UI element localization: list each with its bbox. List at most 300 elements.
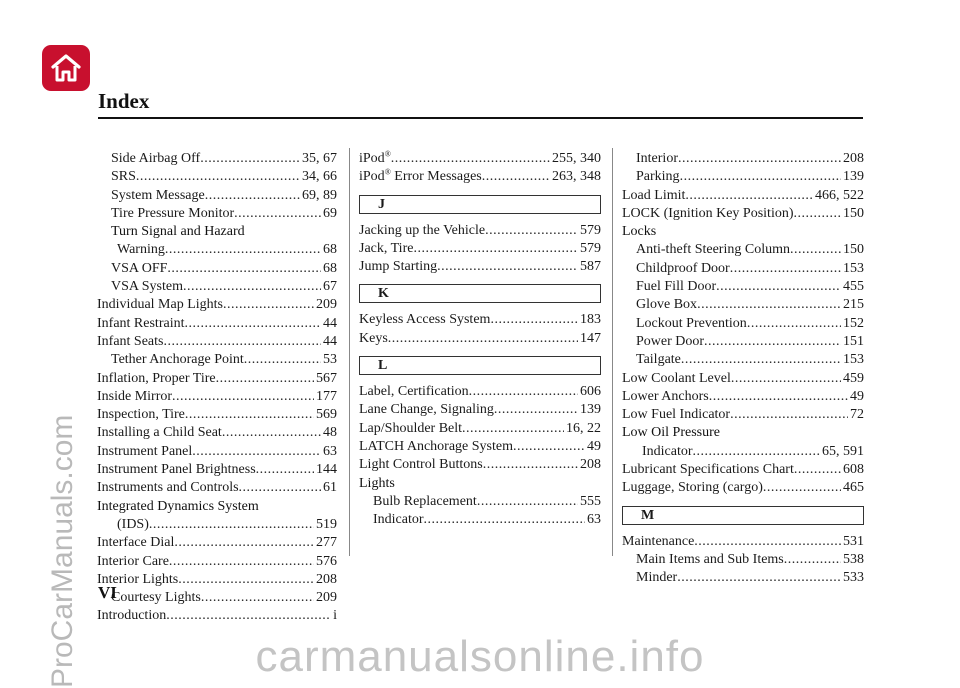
entry-term	[97, 406, 185, 424]
index-entry[interactable]	[97, 479, 337, 497]
dot-leader	[163, 333, 321, 351]
page-reference[interactable]: 208	[843, 151, 864, 166]
entry-term-text: Inflation, Proper Tire	[97, 370, 216, 386]
entry-term-text: Minder	[636, 570, 678, 586]
entry-term	[111, 589, 201, 607]
index-entry[interactable]	[622, 551, 864, 569]
entry-term	[111, 278, 183, 296]
dot-leader	[494, 401, 578, 419]
entry-term-text: Fuel Fill Door	[636, 279, 717, 295]
page-reference[interactable]: 455	[843, 279, 864, 295]
entry-term-text: Interior Lights	[97, 571, 179, 587]
index-letter-heading: L	[359, 356, 601, 375]
page-reference[interactable]: 67	[323, 279, 337, 295]
index-entry[interactable]	[359, 493, 601, 511]
page-reference[interactable]: 576	[316, 553, 337, 569]
dot-leader	[794, 205, 842, 223]
entry-term-text: Keyless Access System	[359, 312, 491, 328]
dot-leader	[178, 571, 314, 589]
dot-leader	[167, 260, 321, 278]
entry-term	[622, 425, 720, 440]
bottom-watermark: carmanualsonline.info	[255, 632, 705, 681]
entry-term	[636, 150, 678, 168]
dot-leader	[388, 330, 578, 348]
index-entry[interactable]	[97, 205, 337, 223]
dot-leader	[730, 406, 848, 424]
dot-leader	[223, 296, 314, 314]
index-entry[interactable]	[622, 223, 864, 241]
index-column-2	[359, 150, 601, 529]
index-entry[interactable]	[622, 241, 864, 259]
index-entry[interactable]	[97, 443, 337, 461]
entry-term-text: Tailgate	[636, 352, 681, 368]
entry-term	[359, 383, 469, 401]
entry-term-text: Glove Box	[636, 297, 698, 313]
entry-term	[117, 241, 165, 259]
entry-term-text: Integrated Dynamics System	[97, 498, 259, 514]
index-entry[interactable]	[359, 168, 601, 186]
page-reference[interactable]: 608	[843, 462, 864, 478]
page-reference[interactable]: 153	[843, 260, 864, 276]
dot-leader	[136, 168, 300, 186]
entry-term	[97, 296, 223, 314]
dot-leader	[174, 534, 314, 552]
index-entry[interactable]	[97, 168, 337, 186]
entry-term-text: Instrument Panel Brightness	[97, 462, 256, 478]
page-reference[interactable]: 152	[843, 315, 864, 331]
page-reference[interactable]: 150	[843, 242, 864, 258]
page-reference[interactable]: 63	[323, 443, 337, 459]
entry-term	[359, 311, 490, 329]
page-reference[interactable]: 147	[580, 330, 601, 346]
entry-term-text: Interior	[636, 151, 678, 166]
registered-mark: ®	[384, 149, 391, 159]
page-reference[interactable]: 531	[843, 533, 864, 549]
entry-term-text: Low Fuel Indicator	[622, 407, 731, 423]
entry-term-text: Interior Care	[97, 553, 169, 569]
dot-leader	[482, 168, 550, 186]
page-reference[interactable]: 466, 522	[815, 187, 864, 203]
page-reference[interactable]: 538	[843, 551, 864, 567]
entry-term-text: Low Oil Pressure	[622, 425, 720, 441]
entry-term-text: Warning	[117, 242, 165, 258]
page-reference[interactable]: 65, 591	[822, 443, 864, 459]
page-reference[interactable]: 465	[843, 480, 864, 496]
page-reference[interactable]: 579	[580, 240, 601, 256]
index-column-1	[97, 150, 337, 626]
page-reference[interactable]: 49	[587, 438, 601, 454]
page-reference[interactable]: 579	[580, 222, 601, 238]
index-entry[interactable]	[97, 498, 337, 516]
index-entry[interactable]	[622, 296, 864, 314]
index-entry[interactable]	[359, 258, 601, 276]
dot-leader	[483, 456, 578, 474]
dot-leader	[694, 533, 841, 551]
entry-term-text: Load Limit	[622, 187, 686, 203]
index-entry[interactable]	[622, 278, 864, 296]
entry-term-text: Indicator	[373, 512, 424, 528]
page-reference[interactable]: 63	[587, 512, 601, 528]
entry-term	[373, 511, 424, 529]
entry-term-text: Inside Mirror	[97, 388, 173, 404]
dot-leader	[678, 150, 841, 168]
entry-term	[636, 569, 677, 587]
entry-term-text: Courtesy Lights	[111, 590, 201, 606]
entry-term	[359, 456, 483, 474]
home-icon	[49, 52, 83, 84]
page-reference[interactable]: 183	[580, 312, 601, 328]
dot-leader	[172, 388, 314, 406]
entry-term-text: Lubricant Specifications Chart	[622, 462, 794, 478]
entry-term	[636, 333, 704, 351]
entry-term	[636, 315, 747, 333]
entry-term-text: Label, Certification	[359, 384, 469, 400]
entry-term	[642, 443, 693, 461]
index-entry[interactable]	[359, 475, 601, 493]
entry-term-text: Maintenance	[622, 533, 695, 549]
index-entry[interactable]	[622, 388, 864, 406]
dot-leader	[437, 258, 578, 276]
entry-term	[359, 222, 485, 240]
dot-leader	[216, 370, 314, 388]
index-entry[interactable]	[97, 424, 337, 442]
page-reference[interactable]: 177	[316, 388, 337, 404]
index-letter-heading: K	[359, 284, 601, 303]
index-entry[interactable]	[622, 569, 864, 587]
entry-term	[111, 224, 245, 239]
page-reference[interactable]: 209	[316, 590, 337, 606]
page-reference[interactable]: 567	[316, 370, 337, 386]
column-divider	[349, 148, 350, 556]
page-reference[interactable]: 150	[843, 205, 864, 221]
page-reference[interactable]: 277	[316, 535, 337, 551]
entry-term	[359, 438, 513, 456]
index-entry[interactable]	[97, 553, 337, 571]
index-letter-heading: J	[359, 195, 601, 214]
index-entry[interactable]	[359, 240, 601, 258]
index-entry[interactable]	[622, 315, 864, 333]
index-entry[interactable]	[622, 461, 864, 479]
entry-term-text: Luggage, Storing (cargo)	[622, 480, 763, 496]
dot-leader	[680, 168, 841, 186]
dot-leader	[149, 516, 314, 534]
dot-leader	[730, 260, 841, 278]
dot-leader	[704, 333, 841, 351]
entry-term-text: Indicator	[642, 443, 693, 459]
index-entry[interactable]	[97, 187, 337, 205]
dot-leader	[239, 479, 321, 497]
entry-term-text: iPod	[359, 169, 385, 185]
entry-term-text: Jump Starting	[359, 259, 438, 275]
page-identifier: VI	[98, 583, 117, 602]
index-entry[interactable]	[97, 370, 337, 388]
entry-term-text: Introduction	[97, 608, 167, 624]
index-entry[interactable]	[359, 383, 601, 401]
dot-leader	[192, 443, 321, 461]
entry-term-text: Tether Anchorage Point	[111, 352, 244, 368]
page-reference[interactable]: 69	[323, 205, 337, 221]
index-entry[interactable]	[97, 589, 337, 607]
page-reference[interactable]: 215	[843, 297, 864, 313]
index-entry[interactable]	[97, 571, 337, 589]
page-reference[interactable]: 68	[323, 242, 337, 258]
dot-leader	[794, 461, 841, 479]
index-entry[interactable]	[622, 333, 864, 351]
index-entry[interactable]	[97, 260, 337, 278]
page-reference[interactable]: 263, 348	[552, 169, 601, 185]
page-reference[interactable]: 53	[323, 352, 337, 368]
entry-term-text: Infant Seats	[97, 333, 164, 349]
entry-term	[111, 351, 244, 369]
index-entry[interactable]	[97, 315, 337, 333]
page-reference[interactable]: 35, 67	[302, 151, 337, 166]
entry-term-text: Individual Map Lights	[97, 297, 223, 313]
index-letter-heading: M	[622, 506, 864, 525]
entry-term	[622, 406, 730, 424]
dot-leader	[485, 222, 578, 240]
entry-term-text: Parking	[636, 169, 680, 185]
dot-leader	[244, 351, 321, 369]
dot-leader	[166, 607, 331, 625]
entry-term-text: Instrument Panel	[97, 443, 193, 459]
entry-term	[359, 330, 388, 348]
entry-term-text: iPod	[359, 151, 385, 166]
page-reference[interactable]: 49	[850, 388, 864, 404]
index-entry[interactable]	[97, 296, 337, 314]
page-reference[interactable]: 34, 66	[302, 169, 337, 185]
index-entry[interactable]	[622, 150, 864, 168]
index-entry[interactable]	[97, 278, 337, 296]
page-reference[interactable]: 72	[850, 407, 864, 423]
entry-term-text: Infant Restraint	[97, 315, 185, 331]
dot-leader	[709, 388, 848, 406]
dot-leader	[222, 424, 321, 442]
entry-term	[622, 205, 794, 223]
entry-term-text: Lower Anchors	[622, 388, 709, 404]
entry-term-text: SRS	[111, 169, 136, 185]
dot-leader	[201, 589, 314, 607]
page-reference[interactable]: i	[333, 608, 337, 624]
page-reference[interactable]: 151	[843, 333, 864, 349]
dot-leader	[763, 479, 841, 497]
dot-leader	[183, 278, 321, 296]
entry-term	[636, 296, 697, 314]
dot-leader	[731, 370, 841, 388]
entry-term-text: Jacking up the Vehicle	[359, 222, 486, 238]
dot-leader	[200, 150, 300, 168]
page-reference[interactable]: 208	[580, 457, 601, 473]
entry-term	[97, 553, 169, 571]
entry-term-text: Lights	[359, 475, 395, 491]
entry-term-text: Jack, Tire	[359, 240, 414, 256]
dot-leader	[697, 296, 841, 314]
entry-term	[359, 168, 482, 186]
index-entry[interactable]	[97, 223, 337, 241]
page-reference[interactable]: 606	[580, 384, 601, 400]
dot-leader	[677, 569, 841, 587]
entry-term	[97, 315, 184, 333]
index-entry[interactable]	[622, 370, 864, 388]
entry-term	[97, 534, 174, 552]
entry-term-text: LATCH Anchorage System	[359, 438, 513, 454]
dot-leader	[205, 187, 300, 205]
index-entry[interactable]	[97, 150, 337, 168]
entry-term-text: Installing a Child Seat	[97, 425, 222, 441]
page-reference[interactable]: 44	[323, 333, 337, 349]
entry-term-text: System Message	[111, 187, 205, 203]
entry-term	[111, 187, 205, 205]
page-reference[interactable]: 533	[843, 570, 864, 586]
registered-mark: ®	[384, 167, 391, 177]
page-reference[interactable]: 44	[323, 315, 337, 331]
page-reference[interactable]: 139	[580, 402, 601, 418]
entry-term	[97, 424, 222, 442]
index-entry[interactable]	[359, 511, 601, 529]
entry-term	[622, 461, 794, 479]
entry-term	[359, 240, 413, 258]
entry-term	[636, 351, 681, 369]
index-entry[interactable]	[622, 205, 864, 223]
entry-term	[636, 168, 680, 186]
entry-term	[97, 333, 163, 351]
entry-term-text: Main Items and Sub Items	[636, 551, 784, 567]
entry-term-text: Side Airbag Off	[111, 151, 201, 166]
entry-term	[97, 461, 256, 479]
index-entry[interactable]	[97, 333, 337, 351]
entry-term	[622, 370, 731, 388]
index-entry[interactable]	[97, 406, 337, 424]
entry-term-text: Bulb Replacement	[373, 493, 477, 509]
index-entry[interactable]	[622, 443, 864, 461]
entry-term-text: VSA System	[111, 279, 183, 295]
index-entry[interactable]	[97, 516, 337, 534]
index-entry[interactable]	[359, 311, 601, 329]
dot-leader	[490, 311, 578, 329]
dot-leader	[681, 351, 841, 369]
entry-term	[111, 205, 234, 223]
index-entry[interactable]	[97, 607, 337, 625]
dot-leader	[391, 150, 550, 168]
index-entry[interactable]	[97, 461, 337, 479]
entry-term	[97, 443, 192, 461]
dot-leader	[185, 406, 314, 424]
entry-term	[97, 388, 172, 406]
page-reference[interactable]: 555	[580, 493, 601, 509]
entry-term	[622, 533, 694, 551]
entry-term	[373, 493, 477, 511]
page-reference[interactable]: 459	[843, 370, 864, 386]
page-reference[interactable]: 139	[843, 169, 864, 185]
entry-term-text: Anti-theft Steering Column	[636, 242, 790, 258]
index-entry[interactable]	[97, 241, 337, 259]
index-entry[interactable]	[622, 424, 864, 442]
page-reference[interactable]: 209	[316, 297, 337, 313]
dot-leader	[184, 315, 321, 333]
entry-term	[636, 241, 790, 259]
page-reference[interactable]: 208	[316, 571, 337, 587]
page-reference[interactable]: 587	[580, 259, 601, 275]
page-reference[interactable]: 144	[316, 462, 337, 478]
index-entry[interactable]	[622, 406, 864, 424]
index-entry[interactable]	[622, 168, 864, 186]
index-entry[interactable]	[359, 150, 601, 168]
page-reference[interactable]: 569	[316, 407, 337, 423]
index-entry[interactable]	[359, 456, 601, 474]
entry-term-text: Tire Pressure Monitor	[111, 205, 235, 221]
entry-term	[117, 516, 149, 534]
dot-leader	[790, 241, 841, 259]
entry-term-text: Light Control Buttons	[359, 457, 483, 473]
dot-leader	[693, 443, 820, 461]
index-entry[interactable]	[622, 351, 864, 369]
index-entry[interactable]	[622, 260, 864, 278]
entry-term	[622, 388, 709, 406]
page-reference[interactable]: 16, 22	[566, 420, 601, 436]
page-reference[interactable]: 255, 340	[552, 151, 601, 166]
dot-leader	[716, 278, 841, 296]
entry-term-text: Childproof Door	[636, 260, 730, 276]
entry-term-text: (IDS)	[117, 516, 149, 532]
page-reference[interactable]: 519	[316, 516, 337, 532]
page-reference[interactable]: 153	[843, 352, 864, 368]
title-rule	[98, 117, 863, 119]
entry-term-text: LOCK (Ignition Key Position)	[622, 205, 794, 221]
dot-leader	[169, 553, 314, 571]
index-entry[interactable]	[359, 401, 601, 419]
side-watermark: ProCarManuals.com	[46, 414, 79, 688]
page-reference[interactable]: 48	[323, 425, 337, 441]
entry-term-text: Low Coolant Level	[622, 370, 731, 386]
dot-leader	[477, 493, 578, 511]
index-entry[interactable]	[97, 388, 337, 406]
index-entry[interactable]	[622, 533, 864, 551]
dot-leader	[469, 383, 578, 401]
dot-leader	[165, 241, 321, 259]
entry-term	[622, 187, 685, 205]
index-entry[interactable]	[622, 479, 864, 497]
dot-leader	[513, 438, 585, 456]
entry-term-text: Interface Dial	[97, 535, 175, 551]
index-entry[interactable]	[359, 222, 601, 240]
entry-term-text: Locks	[622, 224, 657, 240]
entry-term-text: VSA OFF	[111, 260, 168, 276]
dot-leader	[747, 315, 841, 333]
index-entry[interactable]	[359, 330, 601, 348]
index-entry[interactable]	[359, 438, 601, 456]
home-button[interactable]	[42, 45, 90, 91]
entry-term	[622, 224, 656, 239]
dot-leader	[234, 205, 321, 223]
entry-term	[111, 150, 200, 168]
entry-term	[359, 150, 391, 168]
dot-leader	[462, 420, 564, 438]
entry-term	[359, 401, 494, 419]
page-reference[interactable]: 68	[323, 260, 337, 276]
page-reference[interactable]: 61	[323, 480, 337, 496]
dot-leader	[413, 240, 578, 258]
entry-term	[97, 499, 259, 514]
index-entry[interactable]	[359, 420, 601, 438]
entry-term	[111, 168, 136, 186]
index-entry[interactable]	[622, 187, 864, 205]
page-reference[interactable]: 69, 89	[302, 187, 337, 203]
dot-leader	[424, 511, 585, 529]
entry-term	[111, 260, 167, 278]
entry-term-text: Turn Signal and Hazard	[111, 224, 245, 240]
entry-term	[359, 476, 395, 491]
index-entry[interactable]	[97, 534, 337, 552]
index-entry[interactable]	[97, 351, 337, 369]
